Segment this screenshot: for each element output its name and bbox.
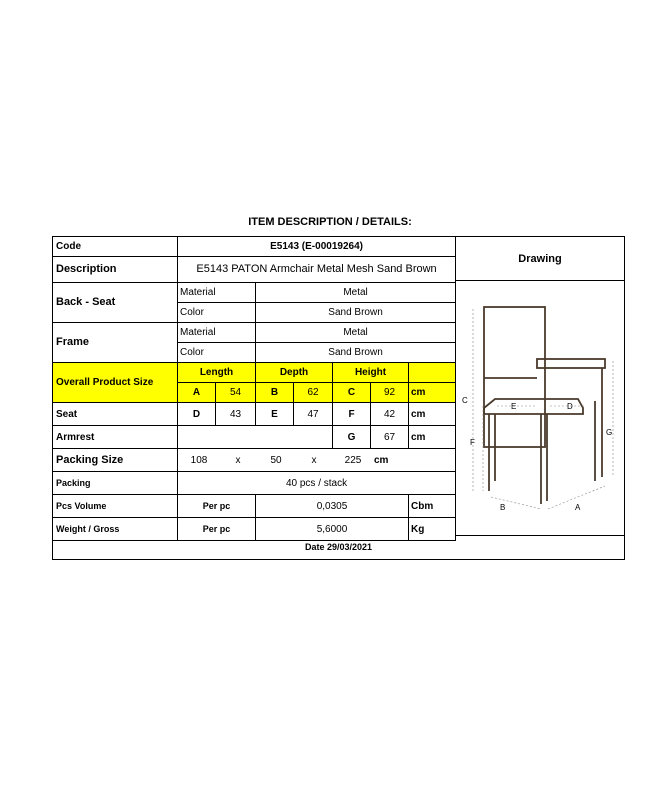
description-label: Description: [53, 257, 178, 283]
drawing-label: Drawing: [455, 237, 625, 281]
packing-size-height: 225: [344, 454, 362, 466]
dim-f-label: F: [470, 438, 475, 447]
frame-material-label: Material: [178, 323, 256, 343]
packing-size-x2: x: [311, 454, 317, 466]
frame-material-row: [53, 323, 456, 343]
description-value: E5143 PATON Armchair Metal Mesh Sand Brown: [178, 257, 456, 283]
dim-b-value: 62: [294, 383, 333, 403]
dim-d-value: 43: [216, 403, 256, 426]
chair-drawing: [455, 281, 625, 537]
length-header: Length: [178, 363, 256, 383]
pcs-volume-value: 0,0305: [256, 495, 409, 518]
dimension-lines: [473, 309, 613, 509]
dim-g-label: G: [606, 428, 613, 437]
weight-per: Per pc: [178, 518, 256, 541]
dim-f-value: 42: [371, 403, 409, 426]
dim-b-line: [491, 497, 541, 509]
packing-size-row: [53, 449, 456, 472]
dim-b-letter: B: [256, 383, 294, 403]
dim-d-letter: D: [178, 403, 216, 426]
overall-header-row: [53, 363, 456, 383]
dim-e-letter: E: [256, 403, 294, 426]
back-seat-material-value: Metal: [256, 283, 456, 303]
dim-g-value: 67: [371, 426, 409, 449]
details-table: [52, 236, 456, 541]
dim-f-letter: F: [333, 403, 371, 426]
drawing-panel: [455, 236, 625, 536]
packing-size-width: 50: [270, 454, 282, 466]
dim-a-label: A: [575, 503, 581, 512]
packing-size-length: 108: [190, 454, 208, 466]
pcs-volume-row: [53, 495, 456, 518]
pcs-volume-per: Per pc: [178, 495, 256, 518]
dim-e-label: E: [511, 402, 517, 411]
packing-row: [53, 472, 456, 495]
dim-e-value: 47: [294, 403, 333, 426]
weight-label: Weight / Gross: [53, 518, 178, 541]
frame-color-label: Color: [178, 343, 256, 363]
dim-a-letter: A: [178, 383, 216, 403]
dim-c-letter: C: [333, 383, 371, 403]
overall-size-label: Overall Product Size: [53, 363, 178, 403]
dim-c-label: C: [462, 396, 468, 405]
pcs-volume-unit: Cbm: [409, 495, 456, 518]
seat-unit: cm: [409, 403, 456, 426]
code-label: Code: [53, 237, 178, 257]
weight-unit: Kg: [409, 518, 456, 541]
chair-frame: [484, 307, 605, 504]
seat-label: Seat: [53, 403, 178, 426]
footer-date: Date 29/03/2021: [52, 536, 625, 560]
packing-value: 40 pcs / stack: [178, 472, 456, 495]
dim-a-value: 54: [216, 383, 256, 403]
back-seat-color-label: Color: [178, 303, 256, 323]
seat-row: [53, 403, 456, 426]
chair-armrest: [537, 359, 605, 368]
code-row: [53, 237, 456, 257]
packing-label: Packing: [53, 472, 178, 495]
chair-backrest: [484, 307, 545, 447]
dim-g-letter: G: [333, 426, 371, 449]
armrest-label: Armrest: [53, 426, 178, 449]
armrest-row: [53, 426, 456, 449]
frame-material-value: Metal: [256, 323, 456, 343]
packing-size-unit: cm: [374, 454, 389, 466]
back-seat-material-label: Material: [178, 283, 256, 303]
packing-size-label: Packing Size: [53, 449, 178, 472]
weight-value: 5,6000: [256, 518, 409, 541]
description-row: [53, 257, 456, 283]
back-seat-color-value: Sand Brown: [256, 303, 456, 323]
dim-c-value: 92: [371, 383, 409, 403]
code-value: E5143 (E-00019264): [178, 237, 456, 257]
back-seat-material-row: [53, 283, 456, 303]
page-title: ITEM DESCRIPTION / DETAILS:: [248, 216, 412, 228]
frame-color-value: Sand Brown: [256, 343, 456, 363]
dim-b-label: B: [500, 503, 506, 512]
frame-label: Frame: [53, 323, 178, 363]
pcs-volume-label: Pcs Volume: [53, 495, 178, 518]
packing-size-x1: x: [235, 454, 241, 466]
dim-d-label: D: [567, 402, 573, 411]
depth-header: Depth: [256, 363, 333, 383]
back-seat-label: Back - Seat: [53, 283, 178, 323]
height-header: Height: [333, 363, 409, 383]
overall-unit: cm: [409, 383, 456, 403]
armrest-unit: cm: [409, 426, 456, 449]
